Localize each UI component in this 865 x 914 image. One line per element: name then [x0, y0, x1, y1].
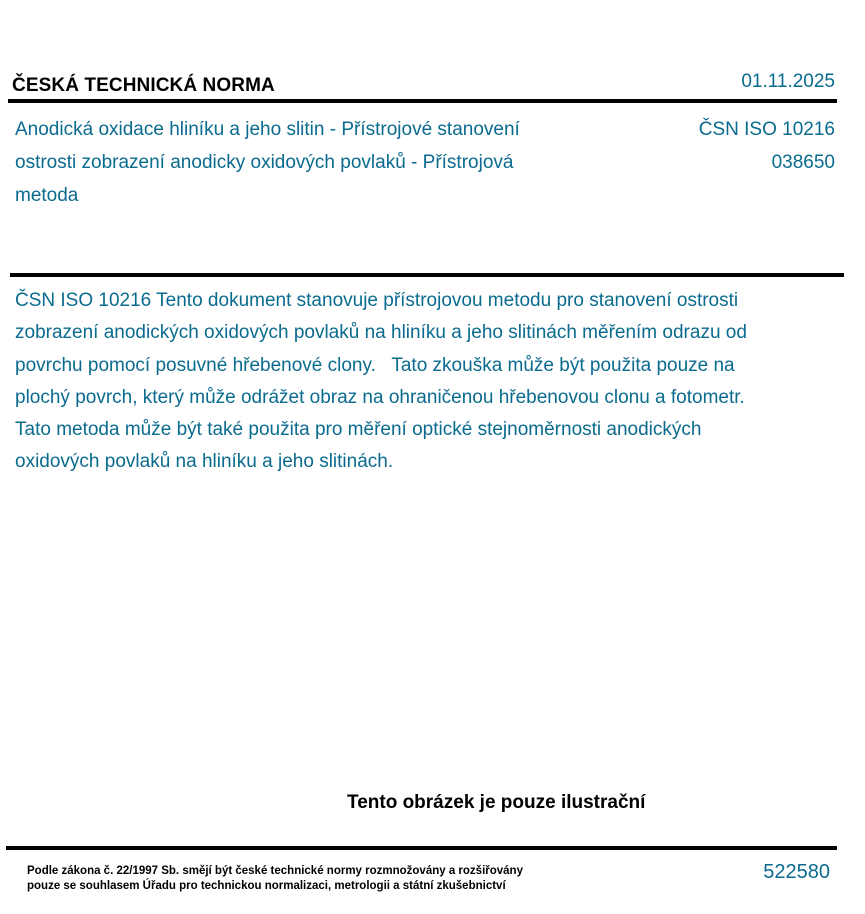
title-divider	[10, 273, 844, 277]
standard-identifiers	[699, 113, 835, 179]
class-number: 038650	[771, 152, 835, 173]
standard-code: ČSN ISO 10216	[698, 119, 835, 140]
illustration-note: Tento obrázek je pouze ilustrační	[347, 792, 646, 813]
abstract-text: ČSN ISO 10216 Tento dokument stanovuje přístrojovou metodu pro stanovení ostrosti zobrazení anodických oxidových povlaků na hliníku a jeho slitinách měřením odrazu od povrchu pomocí posuvné hřebenové clony. Tato zkouška může být použita pouze na plochý povrch, který může odrážet obraz na ohraničenou hřebenovou clonu a fotometr. Tato metoda může být také použita pro měření optické stejnoměrnosti anodických oxidových povlaků na hliníku a jeho slitinách.	[15, 290, 753, 473]
header-divider	[8, 99, 837, 103]
document-header-title: ČESKÁ TECHNICKÁ NORMA	[12, 75, 275, 96]
footer-divider	[6, 846, 837, 850]
document-number: 522580	[763, 861, 830, 883]
copyright-notice	[27, 864, 587, 894]
copyright-line-1: Podle zákona č. 22/1997 Sb. smějí být české technické normy rozmnožovány a rozšiřovány	[27, 865, 523, 877]
publication-date: 01.11.2025	[741, 71, 835, 92]
copyright-line-2: pouze se souhlasem Úřadu pro technickou normalizaci, metrologii a státní zkušebnictví	[27, 880, 506, 892]
standard-title: Anodická oxidace hliníku a jeho slitin - Přístrojové stanovení ostrosti zobrazení anodicky oxidových povlaků - Přístrojová metoda	[15, 119, 520, 206]
